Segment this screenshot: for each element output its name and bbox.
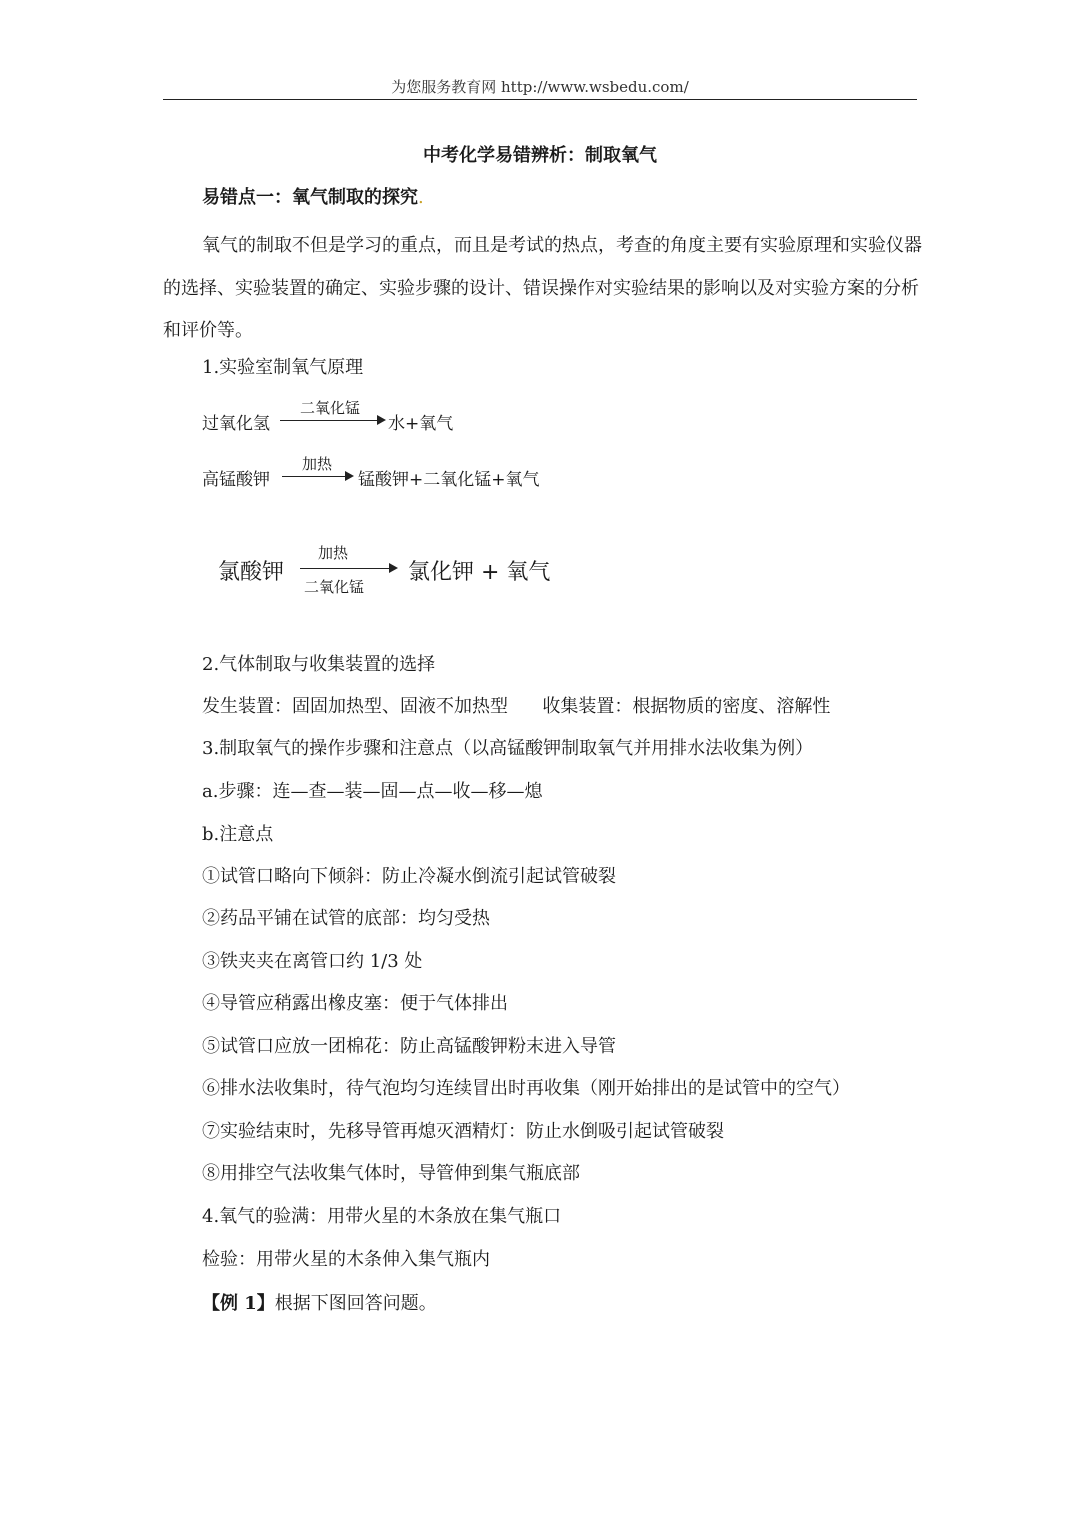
eq2-condition: 加热 <box>302 455 333 473</box>
eq2-product: 锰酸钾+二氧化锰+氧气 <box>358 470 540 490</box>
eq3-arrow <box>300 568 396 569</box>
intro-paragraph <box>163 225 923 353</box>
header-divider <box>163 99 917 100</box>
eq3-product: 氯化钾 + 氧气 <box>408 560 551 585</box>
page-header: 为您服务教育网 http://www.wsbedu.com/ <box>391 78 689 96</box>
example-label: 【例 1】 <box>202 1293 275 1314</box>
example-text: 根据下图回答问题。 <box>274 1293 437 1314</box>
notes-label: b.注意点 <box>202 824 274 845</box>
eq1-condition: 二氧化锰 <box>300 399 361 417</box>
note-item: ⑥排水法收集时，待气泡均匀连续冒出时再收集（刚开始排出的是试管中的空气） <box>202 1078 850 1099</box>
example-1 <box>202 1289 437 1315</box>
eq3-condition-top: 加热 <box>318 544 349 562</box>
item-3-heading: 3.制取氧气的操作步骤和注意点（以高锰酸钾制取氧气并用排水法收集为例） <box>202 738 814 759</box>
steps-line: a.步骤：连—查—装—固—点—收—移—熄 <box>202 781 543 802</box>
check-line: 检验：用带火星的木条伸入集气瓶内 <box>202 1249 490 1270</box>
eq1-reactant: 过氧化氢 <box>202 414 270 434</box>
eq1-arrow <box>280 420 384 421</box>
eq3-condition-bottom: 二氧化锰 <box>304 578 365 596</box>
section-heading-dot: . <box>418 187 424 208</box>
eq2-arrow <box>282 476 352 477</box>
item-2-heading: 2.气体制取与收集装置的选择 <box>202 654 436 675</box>
item-2-detail: 发生装置：固固加热型、固液不加热型 收集装置：根据物质的密度、溶解性 <box>202 696 831 717</box>
note-item: ④导管应稍露出橡皮塞：便于气体排出 <box>202 993 508 1014</box>
equation-potassium-permanganate <box>202 455 562 491</box>
equation-hydrogen-peroxide <box>202 399 462 435</box>
eq2-reactant: 高锰酸钾 <box>202 470 270 490</box>
section-heading <box>202 183 424 209</box>
eq3-reactant: 氯酸钾 <box>218 560 285 585</box>
intro-text: 氧气的制取不但是学习的重点，而且是考试的热点，考查的角度主要有实验原理和实验仪器的选择、实验装置的确定、实验步骤的设计、错误操作对实验结果的影响以及对实验方案的分析和评价等。 <box>163 235 922 341</box>
item-4-heading: 4.氧气的验满：用带火星的木条放在集气瓶口 <box>202 1206 562 1227</box>
note-item: ③铁夹夹在离管口约 1/3 处 <box>202 951 423 972</box>
note-item: ⑤试管口应放一团棉花：防止高锰酸钾粉末进入导管 <box>202 1036 616 1057</box>
eq1-product: 水+氧气 <box>388 414 454 434</box>
equation-potassium-chlorate <box>218 542 558 602</box>
note-item: ⑧用排空气法收集气体时，导管伸到集气瓶底部 <box>202 1163 580 1184</box>
note-item: ⑦实验结束时，先移导管再熄灭酒精灯：防止水倒吸引起试管破裂 <box>202 1121 724 1142</box>
item-1-heading: 1.实验室制氧气原理 <box>202 357 364 378</box>
section-heading-text: 易错点一：氧气制取的探究 <box>202 187 418 208</box>
document-title: 中考化学易错辨析：制取氧气 <box>423 145 657 166</box>
note-item: ①试管口略向下倾斜：防止冷凝水倒流引起试管破裂 <box>202 866 616 887</box>
note-item: ②药品平铺在试管的底部：均匀受热 <box>202 908 490 929</box>
